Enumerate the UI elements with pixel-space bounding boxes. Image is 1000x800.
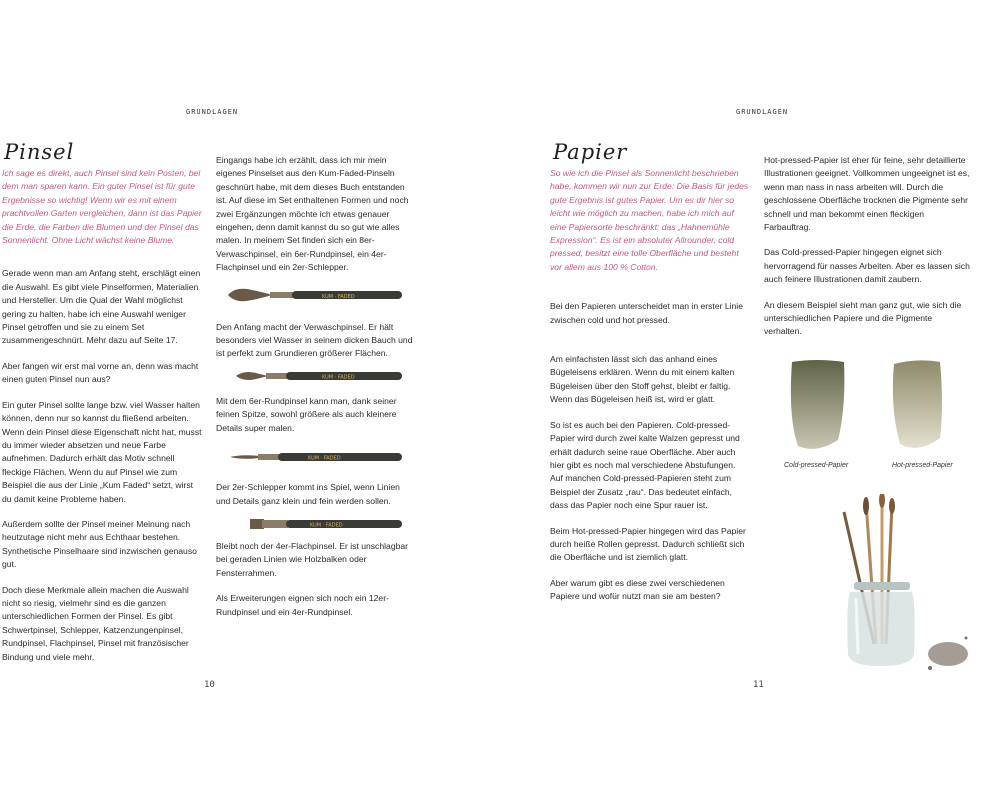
left-column-2 bbox=[216, 154, 416, 619]
left-col2-paragraph-3: Mit dem 6er-Rundpinsel kann man, dank seiner feinen Spitze, sowohl größere als auch kleinere Details super malen. bbox=[216, 395, 397, 433]
right-paragraph-3: So ist es auch bei den Papieren. Cold-pressed-Papier wird durch zwei kalte Walzen gepresst und erhält dadurch seine raue Oberfläche. Aber auch hier gibt es noch mal verschiedene Abstufungen. Auf manchen Cold-pressed-Papieren steht zum Beispiel der Zusatz „rau“. Das bedeutet einfach, dass das Papier noch eine Spur rauer ist. bbox=[550, 419, 740, 511]
right-paragraph-5: Aber warum gibt es diese zwei verschiedenen Papiere und wofür nutzt man sie am besten? bbox=[550, 577, 725, 602]
right-paragraph-2: Am einfachsten lässt sich das anhand eines Bügeleisens erklären. Wenn du mit einem kalten Bügeleisen über den Stoff gehst, bleibt er faltig. Wenn das Bügeleisen heiß ist, wird er glatt. bbox=[550, 354, 735, 405]
wash-brush-illustration bbox=[226, 284, 406, 306]
right-paragraph-4: Beim Hot-pressed-Papier hingegen wird das Papier durch heiße Rollen gepresst. Dadurch schließt sich die Oberfläche und ist ziemlich glatt. bbox=[550, 525, 746, 563]
left-col2-paragraph-6: Als Erweiterungen eignen sich noch ein 12er-Rundpinsel und ein 4er-Rundpinsel. bbox=[216, 593, 389, 617]
round-brush-6-illustration bbox=[226, 366, 406, 386]
brush-jar-illustration bbox=[826, 494, 976, 690]
left-col2-paragraph-2: Den Anfang macht der Verwaschpinsel. Er hält besonders viel Wasser in seinem dicken Bauch und ist perfekt zum Grundieren größerer Flächen. bbox=[216, 321, 413, 359]
left-page-number: 10 bbox=[204, 680, 215, 690]
brush-label-2: KUM · FADED bbox=[322, 374, 355, 381]
hot-pressed-swatch bbox=[886, 358, 948, 454]
left-paragraph-5: Doch diese Merkmale allein machen die Auswahl nicht so riesig, vielmehr sind es die ganzen unterschiedlichen Formen der Pinsel. Es gibt Schwertpinsel, Schlepper, Katzenzungenpinsel, Rundpinsel, Flachpinsel, Pinsel mit französischer Bindung und viele mehr. bbox=[2, 584, 189, 662]
rigger-brush-2-illustration bbox=[226, 447, 406, 467]
brush-label-4: KUM · FADED bbox=[310, 522, 343, 529]
left-column-1 bbox=[2, 167, 202, 664]
left-paragraph-3: Ein guter Pinsel sollte lange bzw. viel Wasser halten können, denn nur so kannst du fließend arbeiten. Wenn dein Pinsel diese Eigenschaft nicht hat, musst du immer wieder absetzen und neue Farbe aufnehmen. Dadurch erhält das Motiv schnell fleckige Flächen. Wenn du auf Pinsel wie zum Beispiel die aus der Linie „Kum Faded“ setzt, wirst du damit keine Probleme haben. bbox=[2, 399, 202, 504]
right-column-2 bbox=[764, 154, 970, 339]
left-paragraph-1: Gerade wenn man am Anfang steht, erschlägt einen die Auswahl. Es gibt viele Pinselformen, Materialien und Hersteller. Um die Qual der Wahl möglichst gering zu halten, habe ich eine Auswahl weniger Pinsel getroffen und sie zu einem Set zusammengeschnürt. Mehr dazu auf Seite 17. bbox=[2, 268, 201, 346]
right-col2-paragraph-3: An diesem Beispiel sieht man ganz gut, wie sich die unterschiedlichen Papiere und die Pigmente verhalten. bbox=[764, 299, 962, 337]
right-column-1 bbox=[550, 167, 750, 604]
brush-label-3: KUM · FADED bbox=[308, 455, 341, 462]
cold-pressed-swatch bbox=[786, 358, 848, 454]
right-col2-paragraph-2: Das Cold-pressed-Papier hingegen eignet sich hervorragend für nasses Arbeiten. Aber es lassen sich auch feinere Illustrationen damit zaubern. bbox=[764, 247, 970, 285]
hot-pressed-caption: Hot-pressed-Papier bbox=[892, 462, 953, 469]
right-running-header: GRUNDLAGEN bbox=[736, 108, 789, 116]
right-col2-paragraph-1: Hot-pressed-Papier ist eher für feine, sehr detaillierte Illustrationen geeignet. Vollkommen ungeeignet ist es, wenn man nass in nass arbeiten will. Durch die geschlossene Oberfläche trocknen die Pigmente sehr schnell und man bekommt einen fleckigen Farbauftrag. bbox=[764, 155, 970, 233]
left-col2-paragraph-5: Bleibt noch der 4er-Flachpinsel. Er ist unschlagbar bei geraden Linien wie Holzbalken oder Fensterrahmen. bbox=[216, 540, 409, 578]
cold-pressed-caption: Cold-pressed-Papier bbox=[784, 462, 849, 469]
left-col2-paragraph-1: Eingangs habe ich erzählt, dass ich mir mein eigenes Pinselset aus den Kum-Faded-Pinseln geschnürt habe, mit dem dieses Buch entstanden ist. Auf diese im Set enthaltenen Formen und noch zwei Ergänzungen möchte ich etwas genauer eingehen, denn damit kannst du so gut wie alles malen. In meinem Set finden sich ein 8er-Verwaschpinsel, ein 6er-Rundpinsel, ein 4er-Flachpinsel und ein 2er-Schlepper. bbox=[216, 155, 409, 273]
left-intro: Ich sage es direkt, auch Pinsel sind kein Posten, bei dem man sparen kann. Ein guter Pinsel ist für gute Ergebnisse so wichtig! Wenn wir es mit einem prachtvollen Garten vergleichen, dann ist das Papier die Erde, die Farben die Blumen und der Pinsel das Sonnenlicht. Ohne Licht wächst keine Blume. bbox=[2, 168, 202, 246]
right-page-number: 11 bbox=[753, 680, 764, 690]
left-paragraph-4: Außerdem sollte der Pinsel meiner Meinung nach heutzutage nicht mehr aus Echthaar bestehen. Synthetische Pinselhaare sind inzwischen genauso gut. bbox=[2, 518, 197, 570]
right-intro: So wie ich die Pinsel als Sonnenlicht beschrieben habe, kommen wir nun zur Erde: Die Basis für jedes gute Ergebnis ist gutes Papier. Um es dir hier so leicht wie möglich zu machen, habe ich mich auf eine Papiersorte beschränkt: das „Hahnemühle Expression“. Es ist ein absoluter Allrounder, cold pressed, besitzt eine tolle Oberfläche und besteht vor allem aus 100 % Cotton. bbox=[550, 168, 749, 272]
brush-label-1: KUM · FADED bbox=[322, 294, 355, 300]
left-running-header: GRUNDLAGEN bbox=[186, 108, 239, 116]
right-page-title: Papier bbox=[553, 140, 628, 164]
left-col2-paragraph-4: Der 2er-Schlepper kommt ins Spiel, wenn Linien und Details ganz klein und fein werden sollen. bbox=[216, 482, 400, 506]
flat-brush-4-illustration bbox=[226, 514, 406, 534]
left-page-title: Pinsel bbox=[4, 140, 75, 164]
left-paragraph-2: Aber fangen wir erst mal vorne an, denn was macht einen guten Pinsel nun aus? bbox=[2, 360, 199, 385]
right-paragraph-1: Bei den Papieren unterscheidet man in erster Linie zwischen cold und hot pressed. bbox=[550, 301, 743, 325]
